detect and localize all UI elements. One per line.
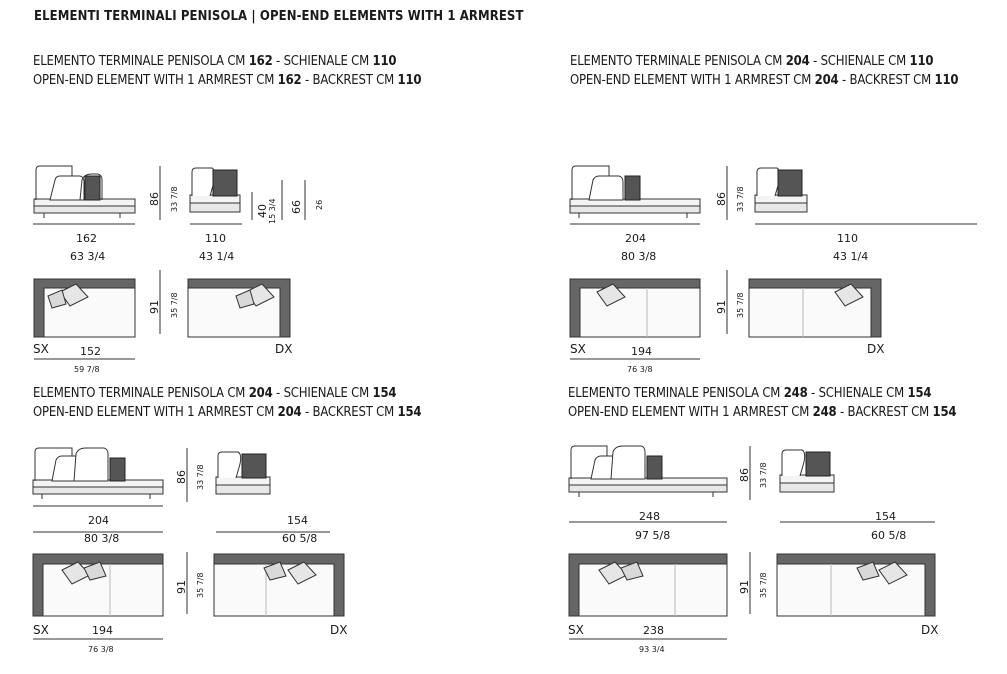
technical-drawing bbox=[537, 52, 1000, 374]
panel-204-110 bbox=[537, 52, 1007, 374]
dim-plan-length-in: 76 3/8 bbox=[627, 365, 653, 374]
label-dx: DX bbox=[867, 342, 885, 356]
dim-depth-in: 60 5/8 bbox=[871, 529, 907, 542]
dim-height-in: 33 7/8 bbox=[196, 464, 205, 490]
dim-depth: 110 bbox=[205, 232, 226, 245]
label-dx: DX bbox=[330, 623, 348, 637]
dim-depth-in: 43 1/4 bbox=[833, 250, 869, 263]
dim-plan-length: 238 bbox=[643, 624, 664, 637]
panel-162-110 bbox=[0, 52, 470, 374]
plan-view-sx bbox=[570, 279, 700, 337]
dim-seat: 40 bbox=[256, 204, 269, 218]
label-dx: DX bbox=[921, 623, 939, 637]
dim-arm: 66 bbox=[290, 200, 303, 214]
dim-length-in: 80 3/8 bbox=[621, 250, 657, 263]
plan-view-dx bbox=[188, 279, 290, 337]
label-sx: SX bbox=[33, 342, 49, 356]
dim-depth-in: 43 1/4 bbox=[199, 250, 235, 263]
dim-height: 86 bbox=[148, 192, 161, 206]
label-sx: SX bbox=[568, 623, 584, 637]
technical-drawing bbox=[0, 384, 470, 667]
label-dx: DX bbox=[275, 342, 293, 356]
dim-plan-length-in: 93 3/4 bbox=[639, 645, 665, 654]
dim-length-in: 80 3/8 bbox=[84, 532, 120, 545]
dim-height: 86 bbox=[175, 470, 188, 484]
dim-plan-depth: 91 bbox=[175, 580, 188, 594]
heading-english: OPEN-END ELEMENT WITH 1 ARMREST CM 204 - BACKREST CM 110 bbox=[570, 73, 959, 88]
plan-view-sx bbox=[34, 279, 135, 337]
dim-plan-length: 194 bbox=[631, 345, 652, 358]
dim-length: 204 bbox=[625, 232, 646, 245]
side-view bbox=[780, 450, 834, 492]
dim-plan-depth: 91 bbox=[715, 300, 728, 314]
dim-depth: 154 bbox=[287, 514, 308, 527]
side-view bbox=[216, 452, 270, 494]
dim-height: 86 bbox=[738, 468, 751, 482]
dim-plan-length: 194 bbox=[92, 624, 113, 637]
technical-drawing bbox=[535, 384, 1000, 667]
dim-length-in: 97 5/8 bbox=[635, 529, 671, 542]
dim-plan-length-in: 59 7/8 bbox=[74, 365, 100, 374]
heading-english: OPEN-END ELEMENT WITH 1 ARMREST CM 162 - BACKREST CM 110 bbox=[33, 73, 422, 88]
dim-height-in: 33 7/8 bbox=[170, 186, 179, 212]
side-view bbox=[190, 168, 240, 212]
dim-length-in: 63 3/4 bbox=[70, 250, 106, 263]
dim-seat-in: 15 3/4 bbox=[268, 198, 277, 224]
page-title: ELEMENTI TERMINALI PENISOLA | OPEN-END ELEMENTS WITH 1 ARMREST bbox=[34, 9, 524, 24]
dim-depth: 110 bbox=[837, 232, 858, 245]
dim-length: 248 bbox=[639, 510, 660, 523]
dim-height-in: 33 7/8 bbox=[759, 462, 768, 488]
dim-plan-depth: 91 bbox=[148, 300, 161, 314]
plan-view-sx bbox=[33, 554, 163, 616]
heading-italian: ELEMENTO TERMINALE PENISOLA CM 248 - SCHIENALE CM 154 bbox=[568, 386, 932, 401]
label-sx: SX bbox=[33, 623, 49, 637]
dim-plan-depth-in: 35 7/8 bbox=[736, 292, 745, 318]
dim-depth-in: 60 5/8 bbox=[282, 532, 318, 545]
dim-plan-depth-in: 35 7/8 bbox=[759, 572, 768, 598]
dim-plan-depth: 91 bbox=[738, 580, 751, 594]
label-sx: SX bbox=[570, 342, 586, 356]
panel-204-154 bbox=[0, 384, 470, 674]
heading-italian: ELEMENTO TERMINALE PENISOLA CM 204 - SCHIENALE CM 110 bbox=[570, 54, 934, 69]
technical-drawing bbox=[0, 52, 470, 374]
front-view bbox=[570, 166, 700, 218]
heading-italian: ELEMENTO TERMINALE PENISOLA CM 162 - SCHIENALE CM 110 bbox=[33, 54, 397, 69]
plan-view-dx bbox=[749, 279, 881, 337]
front-view bbox=[34, 166, 135, 218]
dim-arm-in: 26 bbox=[315, 199, 324, 210]
dim-height-in: 33 7/8 bbox=[736, 186, 745, 212]
dim-length: 162 bbox=[76, 232, 97, 245]
dim-plan-length: 152 bbox=[80, 345, 101, 358]
heading-italian: ELEMENTO TERMINALE PENISOLA CM 204 - SCHIENALE CM 154 bbox=[33, 386, 397, 401]
dim-height: 86 bbox=[715, 192, 728, 206]
plan-view-sx bbox=[569, 554, 727, 616]
dim-plan-length-in: 76 3/8 bbox=[88, 645, 114, 654]
dim-plan-depth-in: 35 7/8 bbox=[170, 292, 179, 318]
heading-english: OPEN-END ELEMENT WITH 1 ARMREST CM 248 - BACKREST CM 154 bbox=[568, 405, 957, 420]
plan-view-dx bbox=[214, 554, 344, 616]
side-view bbox=[755, 168, 807, 212]
dim-depth: 154 bbox=[875, 510, 896, 523]
front-view bbox=[33, 448, 163, 499]
plan-view-dx bbox=[777, 554, 935, 616]
dim-length: 204 bbox=[88, 514, 109, 527]
front-view bbox=[569, 446, 727, 497]
heading-english: OPEN-END ELEMENT WITH 1 ARMREST CM 204 - BACKREST CM 154 bbox=[33, 405, 422, 420]
panel-248-154 bbox=[535, 384, 1005, 674]
dim-plan-depth-in: 35 7/8 bbox=[196, 572, 205, 598]
